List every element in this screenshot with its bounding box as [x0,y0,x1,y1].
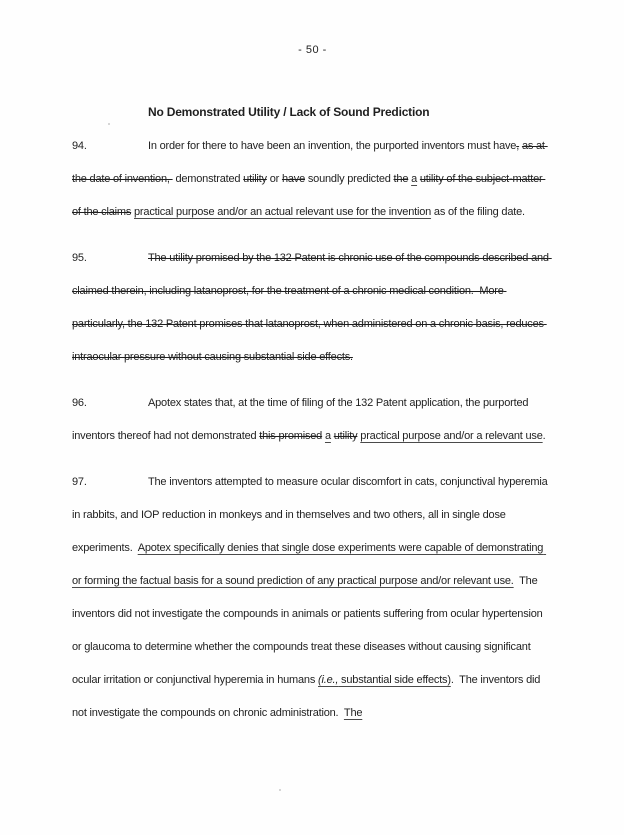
text-run-underline: a [411,173,418,185]
text-run-underline: practical purpose and/or a relevant use [360,430,543,442]
text-run-strike: The utility promised by the 132 Patent is chronic use of the compounds described and claimed therein, including latanoprost, for the treatment of a chronic medical condition. More particularly, the 132 Patent promises that latanoprost, when administered on a chronic basis, reduces intraocular pressure without causing substantial side effects. [72,252,552,363]
paragraph-number: 95. [72,252,87,264]
text-run-underline: practical purpose and/or an actual relevant use for the invention [134,206,432,218]
paragraph-95 [72,242,553,374]
text-run-normal: The inventors attempted to measure ocular discomfort in cats, conjunctival hyperemia in rabbits, and IOP reduction in monkeys and in themselves and two others, all in single dose experiments. [72,476,551,554]
text-run-strike: , [516,140,520,152]
page-number: - 50 - [298,44,327,56]
text-run-underline: substantial side effects) [338,674,451,686]
paragraph-97 [72,466,553,730]
text-run-underline-italic: (i.e., [318,674,339,686]
paragraph-96 [72,387,553,453]
text-run-strike: utility [243,173,267,185]
text-run-normal: . The inventors did not investigate the compounds on chronic administration. [72,674,544,719]
text-run-normal: soundly predicted [305,173,394,185]
text-run-underline: The [343,707,363,719]
text-run-strike: the [393,173,409,185]
text-run-normal: as of the filing date. [431,206,525,218]
paragraph-number: 94. [72,140,87,152]
paragraph-number: 97. [72,476,87,488]
scan-speckle [279,789,281,791]
text-run-strike: as at the date of invention, [72,140,548,185]
paragraph-number: 96. [72,397,87,409]
scan-speckle [108,123,110,125]
section-heading: No Demonstrated Utility / Lack of Sound Prediction [148,105,430,119]
text-run-strike: utility of the subject-matter of the claims [72,173,546,218]
paragraphs [72,130,553,730]
text-run-normal: Apotex states that, at the time of filing of the 132 Patent application, the purported inventors thereof had not demonstrated [72,397,532,442]
text-run-strike: this promised [259,430,323,442]
text-run-underline: a [324,430,331,442]
text-run-normal: The inventors did not investigate the compounds in animals or patients suffering from ocular hypertension or glaucoma to determine whether the compounds treat these diseases without causing significant ocular irritation or conjunctival hyperemia in humans [72,575,546,686]
text-run-normal: demonstrated [172,173,244,185]
text-run-normal: . [542,430,546,442]
text-run-underline: Apotex specifically denies that single dose experiments were capable of demonstrating or forming the factual basis for a sound prediction of any practical purpose and/or relevant use. [72,542,547,587]
text-run-strike: have [281,173,305,185]
text-run-normal: or [266,173,282,185]
text-run-normal: In order for there to have been an invention, the purported inventors must have [148,140,517,152]
text-run-strike: utility [333,430,358,442]
paragraph-94 [72,130,553,229]
